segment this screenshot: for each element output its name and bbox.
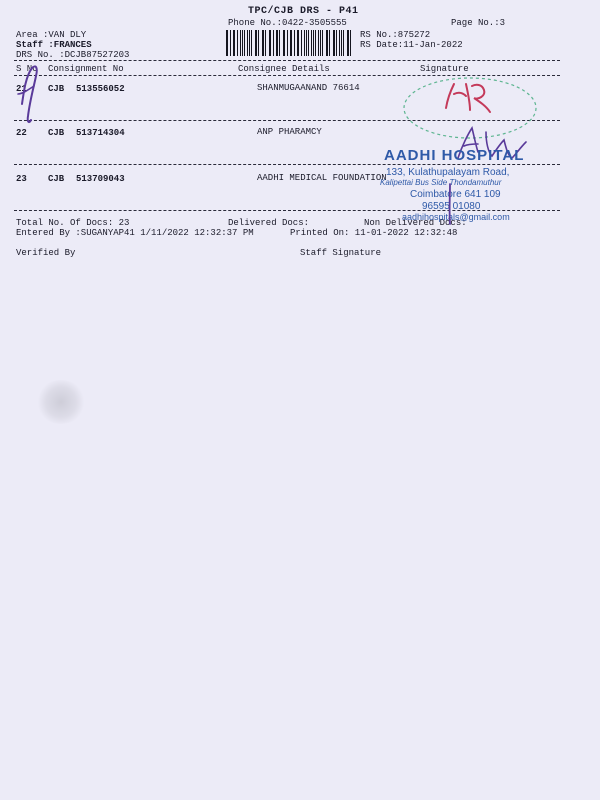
verified-by: Verified By — [16, 248, 76, 258]
barcode-bar — [283, 30, 284, 56]
hospital-stamp — [380, 145, 560, 225]
row-consignment: 513556052 — [76, 84, 125, 94]
phone-number: Phone No.:0422-3505555 — [228, 18, 347, 28]
row-sno: 22 — [16, 128, 27, 138]
header-divider-top — [14, 60, 560, 61]
barcode — [226, 30, 354, 56]
area-label: Area :VAN DLY — [16, 30, 87, 40]
non-delivered-docs: Non Delivered Docs: — [364, 218, 467, 228]
column-consignment: Consignment No — [48, 64, 124, 74]
drs-number: DRS No. :DCJB87527203 — [16, 50, 130, 60]
row-consignment: 513714304 — [76, 128, 125, 138]
barcode-bar — [298, 30, 299, 56]
stamp-line5: aadhihospitals@gmail.com — [402, 212, 510, 222]
row-consignee: AADHI MEDICAL FOUNDATION — [257, 173, 387, 183]
barcode-bar — [251, 30, 252, 56]
total-docs: Total No. Of Docs: 23 — [16, 218, 130, 228]
column-signature: Signature — [420, 64, 469, 74]
staff-label: Staff :FRANCES — [16, 40, 92, 50]
rs-date: RS Date:11-Jan-2022 — [360, 40, 463, 50]
barcode-bar — [320, 30, 321, 56]
printed-on: Printed On: 11-01-2022 12:32:48 — [290, 228, 458, 238]
barcode-bar — [234, 30, 235, 56]
stamp-line4: 96595 01080 — [422, 201, 481, 212]
barcode-bar — [265, 30, 266, 56]
tick-mark-icon — [14, 60, 48, 130]
row-cjb: CJB — [48, 128, 65, 138]
stamp-line3: Coimbatore 641 109 — [410, 189, 501, 200]
row-sno: 21 — [16, 84, 27, 94]
row-consignee: ANP PHARAMCY — [257, 127, 322, 137]
pen-stroke-mark — [440, 180, 460, 230]
column-consignee: Consignee Details — [238, 64, 330, 74]
rs-number: RS No.:875272 — [360, 30, 431, 40]
column-sno: S No — [16, 64, 38, 74]
row-cjb: CJB — [48, 84, 65, 94]
entered-by: Entered By :SUGANYAP41 1/11/2022 12:32:37 PM — [16, 228, 254, 238]
document-title: TPC/CJB DRS - P41 — [248, 6, 359, 17]
barcode-bar — [339, 30, 340, 56]
staff-signature: Staff Signature — [300, 248, 382, 258]
stamp-line2: Kalipettai Bus Side Thondamuthur — [380, 178, 502, 187]
row-consignment: 513709043 — [76, 174, 125, 184]
stamp-name: AADHI HOSPITAL — [384, 147, 525, 164]
scan-smudge — [36, 380, 86, 424]
row-cjb: CJB — [48, 174, 65, 184]
row-consignee: SHANMUGAANAND 76614 — [257, 83, 360, 93]
delivered-docs: Delivered Docs: — [228, 218, 310, 228]
page-number: Page No.:3 — [451, 18, 506, 28]
stamp-line1: 133, Kulathupalayam Road, — [386, 167, 510, 178]
row-sno: 23 — [16, 174, 27, 184]
